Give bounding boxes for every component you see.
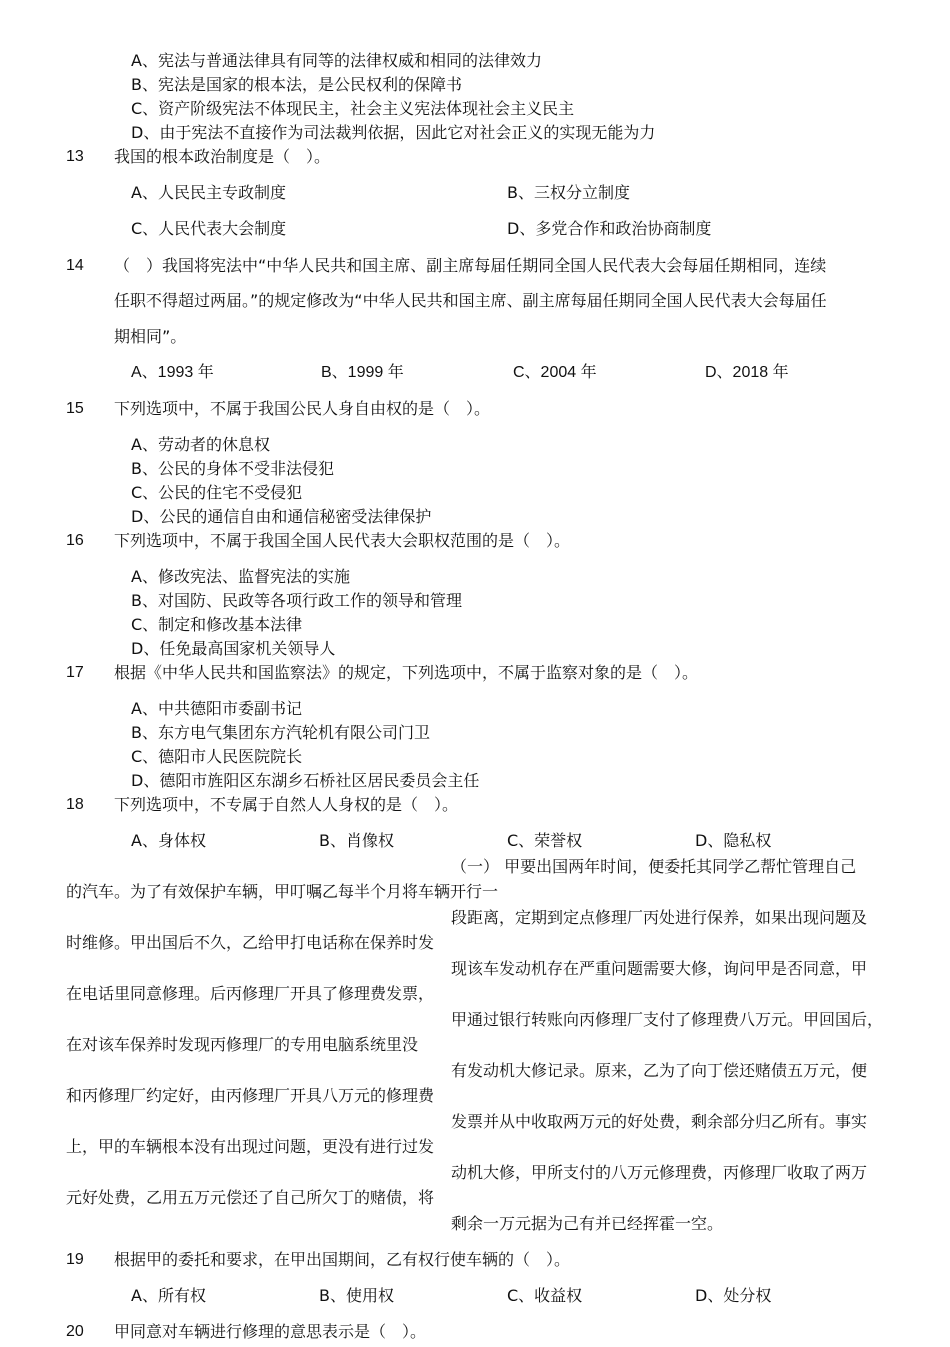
q17-option-d: D、德阳市旌阳区东湖乡石桥社区居民委员会主任: [131, 771, 480, 790]
q17-option-a: A、中共德阳市委副书记: [131, 699, 302, 718]
q16-option-d: D、任免最高国家机关领导人: [131, 639, 336, 658]
q16-number: 16: [66, 532, 84, 549]
q12-option-d: D、由于宪法不直接作为司法裁判依据，因此它对社会正义的实现无能为力: [131, 123, 656, 142]
q18-number: 18: [66, 796, 84, 813]
q15-number: 15: [66, 400, 84, 417]
q17-option-b: B、东方电气集团东方汽轮机有限公司门卫: [131, 723, 430, 742]
case-line-14: 元好处费，乙用五万元偿还了自己所欠丁的赌债，将: [66, 1188, 435, 1207]
q17-stem: 根据《中华人民共和国监察法》的规定，下列选项中，不属于监察对象的是（ ）。: [114, 663, 699, 682]
q18-stem: 下列选项中，不专属于自然人人身权的是（ ）。: [114, 795, 459, 814]
case-line-6: 在电话里同意修理。后丙修理厂开具了修理费发票，: [66, 984, 435, 1003]
case-line-11: 发票并从中收取两万元的好处费，剩余部分归乙所有。事实: [451, 1112, 868, 1131]
case-line-15: 剩余一万元据为己有并已经挥霍一空。: [451, 1214, 724, 1233]
q13-number: 13: [66, 148, 84, 165]
case-line-10: 和丙修理厂约定好，由丙修理厂开具八万元的修理费: [66, 1086, 435, 1105]
q13-stem: 我国的根本政治制度是（ ）。: [114, 147, 331, 166]
q18-option-d: D、隐私权: [695, 831, 772, 850]
q20-number: 20: [66, 1323, 84, 1340]
q19-option-d: D、处分权: [695, 1286, 772, 1305]
q12-option-c: C、资产阶级宪法不体现民主，社会主义宪法体现社会主义民主: [131, 99, 575, 118]
q14-stem-line-1: （ ）我国将宪法中“中华人民共和国主席、副主席每届任期同全国人民代表大会每届任期相同，连续: [114, 256, 827, 275]
q19-stem: 根据甲的委托和要求，在甲出国期间，乙有权行使车辆的（ ）。: [114, 1250, 571, 1269]
q16-option-a: A、修改宪法、监督宪法的实施: [131, 567, 350, 586]
q19-number: 19: [66, 1251, 84, 1268]
q19-option-c: C、收益权: [507, 1286, 583, 1305]
case-line-5: 现该车发动机存在严重问题需要大修，询问甲是否同意，甲: [451, 959, 868, 978]
case-line-7: 甲通过银行转账向丙修理厂支付了修理费八万元。甲回国后，: [451, 1010, 884, 1029]
q16-option-c: C、制定和修改基本法律: [131, 615, 303, 634]
q15-stem: 下列选项中，不属于我国公民人身自由权的是（ ）。: [114, 399, 491, 418]
case-line-2: 的汽车。为了有效保护车辆，甲叮嘱乙每半个月将车辆开行一: [66, 882, 499, 901]
q14-number: 14: [66, 257, 84, 274]
q15-option-d: D、公民的通信自由和通信秘密受法律保护: [131, 507, 432, 526]
q15-option-c: C、公民的住宅不受侵犯: [131, 483, 303, 502]
case-line-9: 有发动机大修记录。原来，乙为了向丁偿还赌债五万元，便: [451, 1061, 868, 1080]
case-line-8: 在对该车保养时发现丙修理厂的专用电脑系统里没: [66, 1035, 419, 1054]
q13-option-d: D、多党合作和政治协商制度: [507, 219, 712, 238]
q12-option-a: A、宪法与普通法律具有同等的法律权威和相同的法律效力: [131, 51, 542, 70]
q14-option-a: A、1993 年: [131, 364, 214, 381]
q17-option-c: C、德阳市人民医院院长: [131, 747, 303, 766]
q16-option-b: B、对国防、民政等各项行政工作的领导和管理: [131, 591, 462, 610]
q13-option-b: B、三权分立制度: [507, 183, 630, 202]
q14-option-c: C、2004 年: [513, 364, 597, 381]
q12-option-b: B、宪法是国家的根本法，是公民权利的保障书: [131, 75, 462, 94]
q14-stem-line-3: 期相同”。: [114, 327, 187, 346]
q14-option-b: B、1999 年: [321, 364, 404, 381]
case-line-13: 动机大修，甲所支付的八万元修理费，丙修理厂收取了两万: [451, 1163, 868, 1182]
q18-option-c: C、荣誉权: [507, 831, 583, 850]
case-line-4: 时维修。甲出国后不久，乙给甲打电话称在保养时发: [66, 933, 435, 952]
q15-option-b: B、公民的身体不受非法侵犯: [131, 459, 334, 478]
q19-option-b: B、使用权: [319, 1286, 394, 1305]
case-line-12: 上，甲的车辆根本没有出现过问题，更没有进行过发: [66, 1137, 435, 1156]
q16-stem: 下列选项中，不属于我国全国人民代表大会职权范围的是（ ）。: [114, 531, 571, 550]
q13-option-c: C、人民代表大会制度: [131, 219, 287, 238]
q14-option-d: D、2018 年: [705, 364, 789, 381]
q20-stem: 甲同意对车辆进行修理的意思表示是（ ）。: [114, 1322, 427, 1341]
q13-option-a: A、人民民主专政制度: [131, 183, 286, 202]
case-line-1: （一） 甲要出国两年时间，便委托其同学乙帮忙管理自己: [451, 857, 857, 876]
case-line-3: 段距离，定期到定点修理厂丙处进行保养，如果出现问题及: [451, 908, 868, 927]
q18-option-a: A、身体权: [131, 831, 206, 850]
q19-option-a: A、所有权: [131, 1286, 206, 1305]
q15-option-a: A、劳动者的休息权: [131, 435, 270, 454]
q14-stem-line-2: 任职不得超过两届。”的规定修改为“中华人民共和国主席、副主席每届任期同全国人民代表大会每届任: [114, 291, 827, 310]
q18-option-b: B、肖像权: [319, 831, 394, 850]
q17-number: 17: [66, 664, 84, 681]
